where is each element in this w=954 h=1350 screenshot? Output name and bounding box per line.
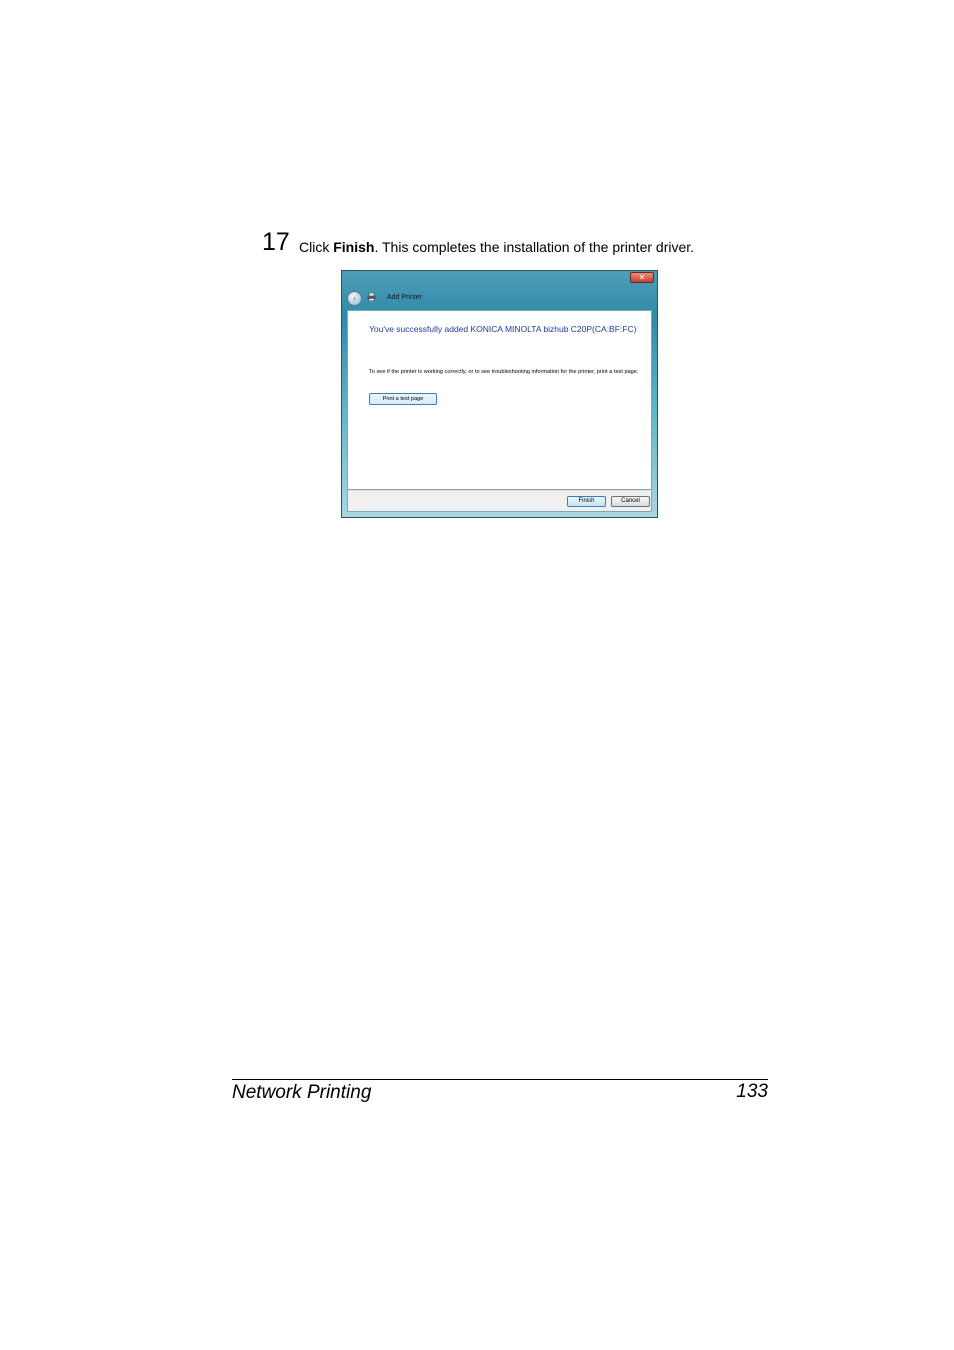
step-text-before: Click (299, 239, 334, 255)
step-number: 17 (262, 228, 290, 256)
dialog-title: Add Printer (387, 294, 423, 301)
page-number: 133 (736, 1081, 768, 1102)
dialog-footer (347, 490, 652, 512)
success-message: You've successfully added KONICA MINOLTA bizhub C20P(CA:BF:FC) (369, 324, 637, 334)
finish-button[interactable]: Finish (567, 496, 606, 507)
close-button[interactable]: ✕ (630, 272, 654, 283)
footer-rule (232, 1079, 768, 1080)
step-text-after: . This completes the installation of the printer driver. (374, 239, 695, 255)
back-button[interactable]: ‹ (347, 291, 362, 306)
print-test-page-button[interactable]: Print a test page (369, 393, 437, 405)
printer-icon (367, 293, 376, 301)
dialog-content (347, 310, 652, 490)
info-text: To see if the printer is working correctly, or to see troubleshooting information for the printer, print a test page. (369, 369, 639, 375)
footer-section-title: Network Printing (232, 1082, 372, 1103)
cancel-button[interactable]: Cancel (611, 496, 650, 507)
add-printer-dialog (341, 270, 658, 518)
step-text-bold: Finish (333, 239, 375, 255)
step-instruction (299, 238, 694, 256)
